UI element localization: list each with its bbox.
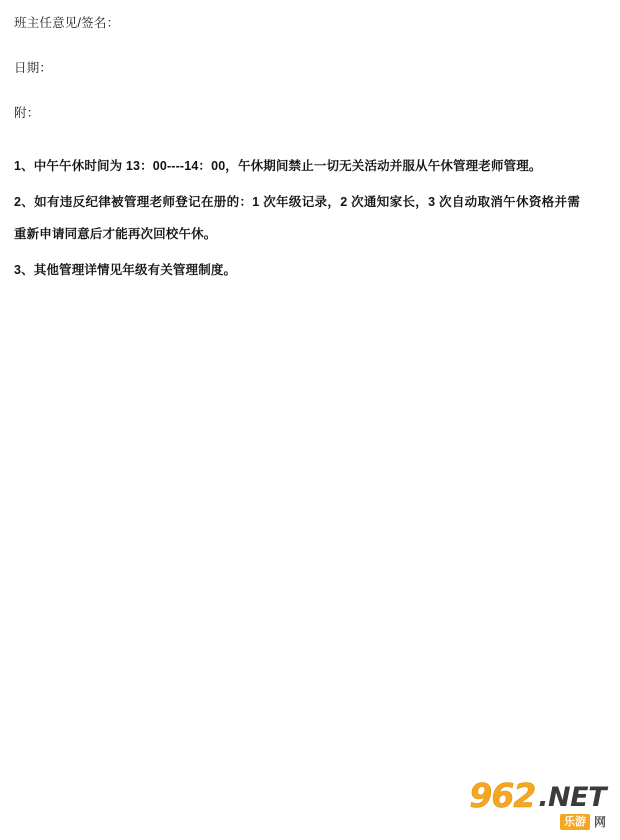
- field-attachment: 附：: [14, 106, 40, 120]
- watermark-bottom-row: [436, 813, 606, 831]
- note-item-1: 1、中午午休时间为 13：00----14：00，午休期间禁止一切无关活动并服从午休管理老师管理。: [14, 159, 542, 173]
- note-item-3: 3、其他管理详情见年级有关管理制度。: [14, 262, 237, 277]
- watermark-tail: 网: [593, 814, 606, 829]
- watermark-top-row: [436, 776, 606, 815]
- watermark-number: 962: [469, 776, 536, 815]
- field-teacher-signature: 班主任意见/签名：: [14, 16, 120, 30]
- watermark-badge: 乐游: [560, 814, 590, 830]
- field-date: 日期：: [14, 61, 53, 75]
- watermark-domain: .NET: [538, 782, 606, 813]
- note-item-2: 2、如有违反纪律被管理老师登记在册的：1 次年级记录，2 次通知家长，3 次自动取消午休资格并需重新申请同意后才能再次回校午休。: [14, 194, 580, 241]
- watermark: [436, 778, 606, 830]
